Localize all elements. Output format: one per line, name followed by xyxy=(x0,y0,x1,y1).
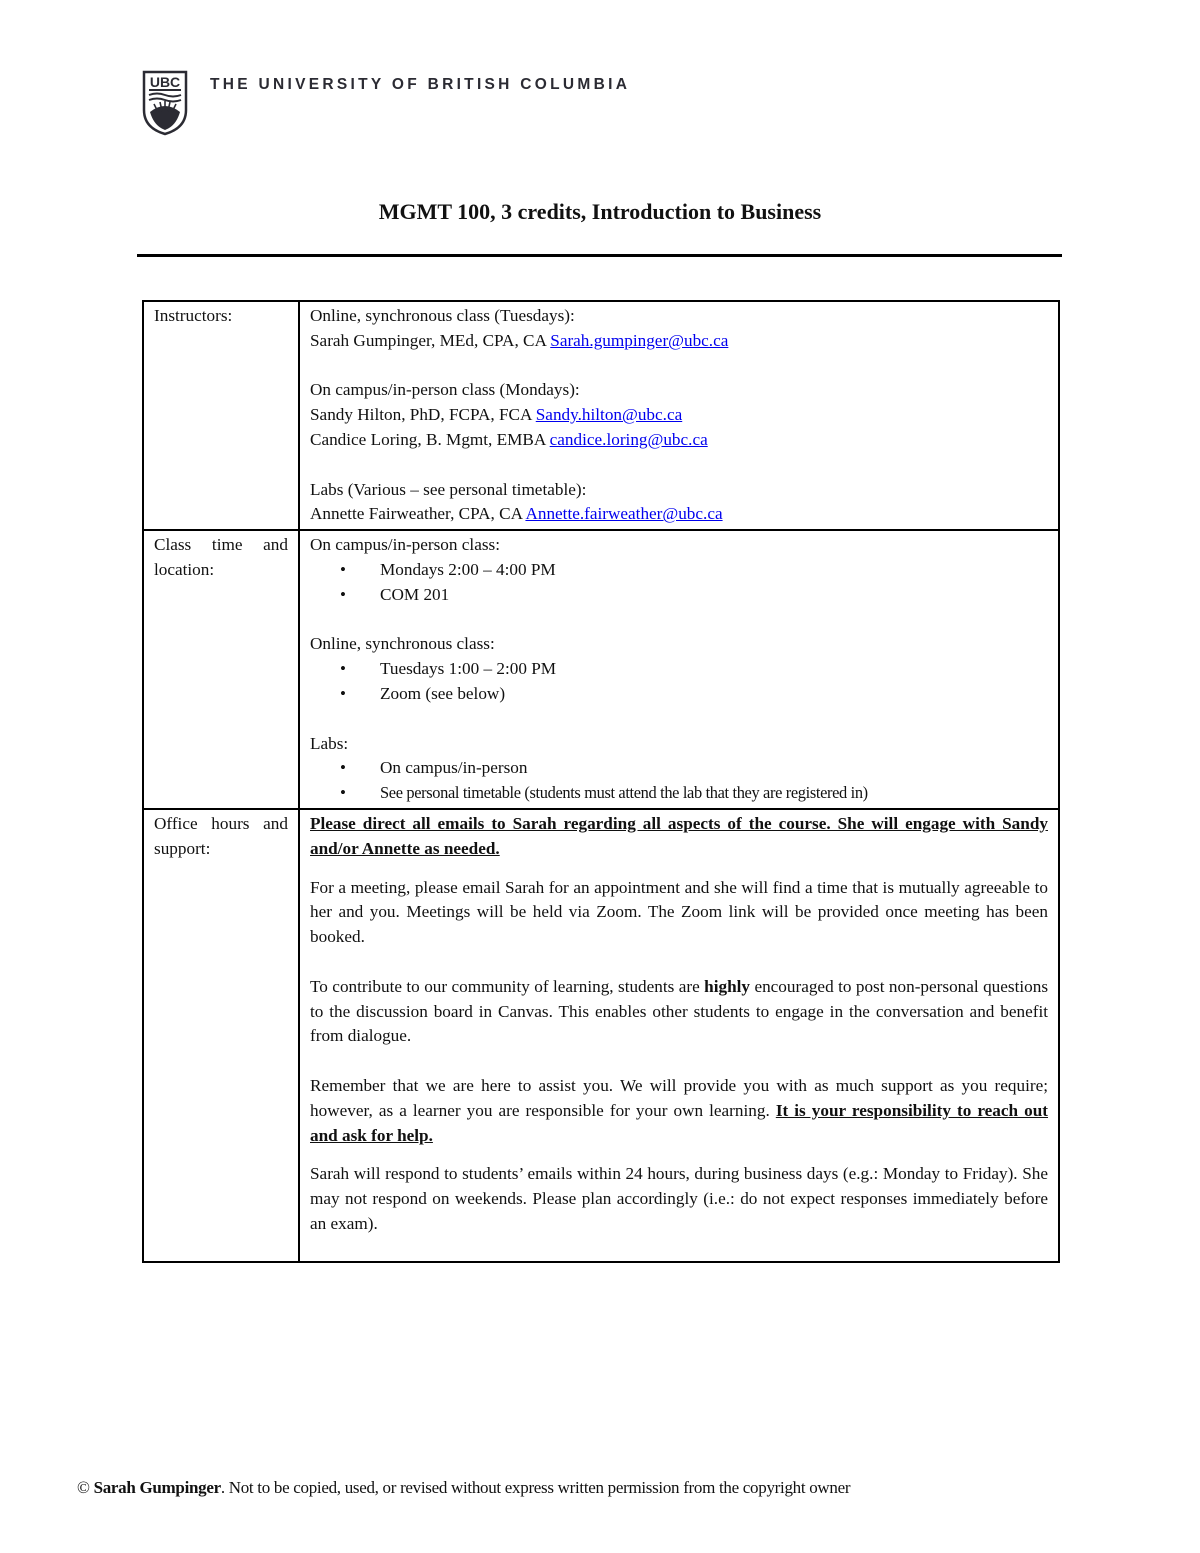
ubc-crest-icon xyxy=(142,70,188,136)
labs-instructor-line xyxy=(310,502,1048,527)
instructor-name: Candice Loring, B. Mgmt, EMBA xyxy=(310,429,546,449)
copyright-owner: Sarah Gumpinger xyxy=(93,1478,221,1497)
response-paragraph: Sarah will respond to students’ emails within 24 hours, during business days (e.g.: Monday to Friday). She may not respond on weekends. Please plan accordingly (i.e.: do not expect responses immediately before an exam). xyxy=(310,1164,1048,1233)
online-list xyxy=(310,657,1048,707)
row-label: Office hours and support: xyxy=(143,809,299,1262)
labs-heading: Labs: xyxy=(310,733,349,753)
list-item: • Zoom (see below) xyxy=(310,682,1048,707)
instructor-name: Sarah Gumpinger, MEd, CPA, CA xyxy=(310,330,546,350)
email-link-sandy[interactable]: Sandy.hilton@ubc.ca xyxy=(535,405,683,425)
table-row-class-time xyxy=(143,530,1059,809)
campus-instructor-line xyxy=(310,428,1048,453)
campus-instructor-line xyxy=(310,403,1048,428)
list-item: • COM 201 xyxy=(310,583,1048,608)
university-name: THE UNIVERSITY OF BRITISH COLUMBIA xyxy=(210,76,631,93)
row-label: Instructors: xyxy=(143,301,299,530)
list-item: • On campus/in-person xyxy=(310,756,1048,781)
email-link-sarah[interactable]: Sarah.gumpinger@ubc.ca xyxy=(550,330,729,350)
copyright-symbol: © xyxy=(77,1478,90,1497)
list-item: • Tuesdays 1:00 – 2:00 PM xyxy=(310,657,1048,682)
campus-heading: On campus/in-person class: xyxy=(310,535,500,555)
course-info-table xyxy=(142,300,1060,1263)
community-paragraph: To contribute to our community of learning, students are highly encouraged to post non-personal questions to the discussion board in Canvas. This enables other students to engage in the conversation and benefit from dialogue. xyxy=(310,976,1049,1046)
class-time-cell xyxy=(299,530,1059,809)
online-heading: Online, synchronous class (Tuesdays): xyxy=(310,306,575,325)
copyright-notice: . Not to be copied, used, or revised without express written permission from the copyright owner xyxy=(220,1478,851,1497)
emphasis-highly: highly xyxy=(704,976,751,996)
office-hours-cell xyxy=(299,809,1059,1262)
list-item: • Mondays 2:00 – 4:00 PM xyxy=(310,558,1048,583)
campus-list xyxy=(310,558,1048,608)
svg-text:UBC: UBC xyxy=(149,74,181,90)
support-paragraph: Remember that we are here to assist you. We will provide you with as much support as you require; however, as a learner you are responsible for your own learning. It is your responsibility to reach out and ask for help. xyxy=(310,1075,1049,1145)
row-label: Class time and location: xyxy=(143,530,299,809)
labs-list xyxy=(310,756,1048,806)
list-item: • See personal timetable (students must attend the lab that they are registered in) xyxy=(310,781,1048,806)
labs-heading: Labs (Various – see personal timetable): xyxy=(310,479,587,499)
title-divider xyxy=(137,254,1062,257)
instructor-name: Annette Fairweather, CPA, CA xyxy=(310,504,523,524)
responsibility-emphasis: It is your responsibility to reach out and ask for help. xyxy=(310,1100,1049,1145)
copyright-footer xyxy=(77,1478,850,1498)
email-link-annette[interactable]: Annette.fairweather@ubc.ca xyxy=(525,504,723,524)
table-row-instructors xyxy=(143,301,1059,530)
email-link-candice[interactable]: candice.loring@ubc.ca xyxy=(549,429,708,449)
instructors-cell xyxy=(299,301,1059,530)
online-instructor-line xyxy=(310,329,1048,354)
table-row-office-hours xyxy=(143,809,1059,1262)
ubc-logo xyxy=(142,70,631,136)
email-notice: Please direct all emails to Sarah regarding all aspects of the course. She will engage with Sandy and/or Annette as needed. xyxy=(310,813,1048,858)
online-heading: Online, synchronous class: xyxy=(310,634,495,654)
page-title: MGMT 100, 3 credits, Introduction to Business xyxy=(378,199,822,224)
instructor-name: Sandy Hilton, PhD, FCPA, FCA xyxy=(310,405,532,425)
campus-heading: On campus/in-person class (Mondays): xyxy=(310,380,580,400)
meeting-paragraph: For a meeting, please email Sarah for an appointment and she will find a time that is mutually agreeable to her and you. Meetings will be held via Zoom. The Zoom link will be provided once meeting has been booked. xyxy=(310,877,1048,947)
